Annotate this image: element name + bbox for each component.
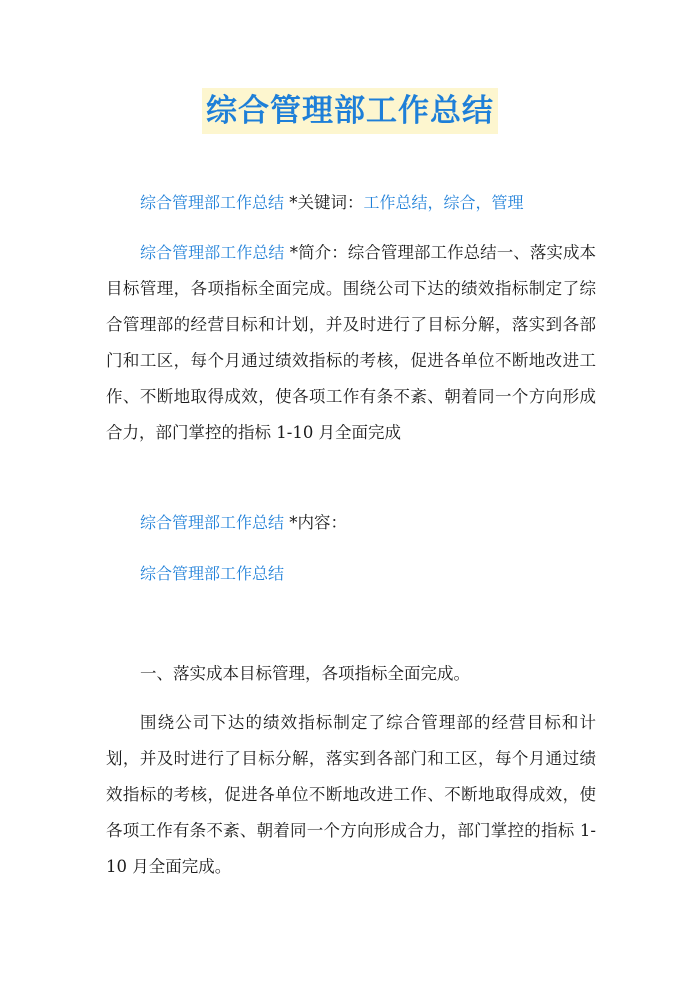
summary-paragraph — [106, 235, 596, 451]
summary-text: 综合管理部工作总结一、落实成本目标管理，各项指标全面完成。围绕公司下达的绩效指标制定了综合管理部的经营目标和计划，并及时进行了目标分解，落实到各部门和工区，每个月通过绩效指标的考核，促进各单位不断地改进工作、不断地取得成效，使各项工作有条不紊、朝着同一个方向形成合力，部门掌控的指标 1-10 月全面完成 — [106, 243, 596, 442]
keywords-title-link[interactable]: 综合管理部工作总结 — [140, 193, 285, 212]
section-body: 围绕公司下达的绩效指标制定了综合管理部的经营目标和计划，并及时进行了目标分解，落实到各部门和工区，每个月通过绩效指标的考核，促进各单位不断地改进工作、不断地取得成效，使各项工作有条不紊、朝着同一个方向形成合力，部门掌控的指标 1-10 月全面完成。 — [106, 713, 596, 876]
content-title-link[interactable]: 综合管理部工作总结 — [140, 513, 285, 532]
section-heading: 一、落实成本目标管理，各项指标全面完成。 — [140, 664, 470, 683]
summary-title-link[interactable]: 综合管理部工作总结 — [140, 243, 285, 262]
content-heading-paragraph — [106, 556, 596, 592]
content-label: *内容： — [284, 513, 348, 532]
keywords-paragraph — [106, 185, 596, 221]
content-paragraph — [106, 505, 596, 541]
title-wrap — [0, 88, 700, 134]
document-title: 综合管理部工作总结 — [202, 88, 498, 134]
keywords-values-link[interactable]: 工作总结，综合，管理 — [363, 193, 524, 212]
summary-label: *简介： — [284, 243, 348, 262]
content-heading-link[interactable]: 综合管理部工作总结 — [140, 564, 285, 583]
keywords-label: *关键词： — [284, 193, 364, 212]
